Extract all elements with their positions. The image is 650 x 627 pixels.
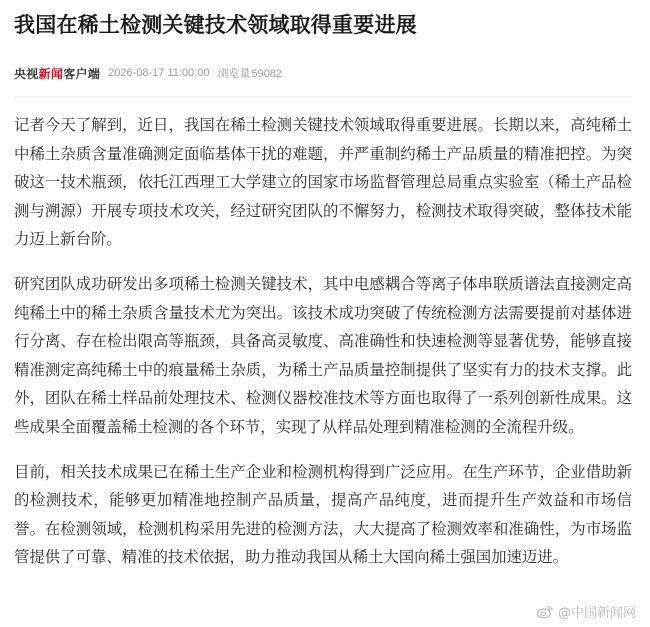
weibo-icon	[536, 603, 554, 621]
article-paragraph: 记者今天了解到，近日，我国在稀土检测关键技术领域取得重要进展。长期以来，高纯稀土中稀土杂质含量准确测定面临基体干扰的难题，并严重制约稀土产品质量的精准把控。为突破这一技术瓶颈，依托江西理工大学建立的国家市场监督管理总局重点实验室（稀土产品检测与溯源）开展专项技术攻关，经过研究团队的不懈努力，检测技术取得突破，整体技术能力迈上新台阶。	[14, 116, 632, 249]
view-count-number: 59082	[251, 68, 283, 80]
article-title: 我国在稀土检测关键技术领域取得重要进展	[14, 13, 417, 37]
view-count-label: 浏览量	[217, 68, 251, 80]
source-prefix: 央视	[14, 66, 39, 81]
source-highlight: 新闻	[38, 66, 64, 81]
view-count	[217, 65, 282, 81]
header-divider	[14, 96, 632, 97]
article-paragraph: 研究团队成功研发出多项稀土检测关键技术，其中电感耦合等离子体串联质谱法直接测定高纯稀土中的稀土杂质含量技术尤为突出。该技术成功突破了传统检测方法需要提前对基体进行分离、存在检出限高等瓶颈，具备高灵敏度、高准确性和快速检测等显著优势，能够直接精准测定高纯稀土中的痕量稀土杂质，为稀土产品质量控制提供了坚实有力的技术支撑。此外，团队在稀土样品前处理技术、检测仪器校准技术等方面也取得了一系列创新性成果。这些成果全面覆盖稀土检测的各个环节，实现了从样品处理到精准检测的全流程升级。	[14, 274, 632, 436]
source-label[interactable]	[14, 65, 100, 82]
article-paragraph: 目前，相关技术成果已在稀土生产企业和检测机构得到广泛应用。在生产环节，企业借助新的检测技术，能够更加精准地控制产品质量，提高产品纯度，进而提升生产效益和市场信誉。在检测领域，检测机构采用先进的检测方法，大大提高了检测效率和准确性，为市场监管提供了可靠、精准的技术依据，助力推动我国从稀土大国向稀土强国加速迈进。	[14, 462, 632, 567]
publish-datetime: 2026-08-17 11:00:00	[108, 67, 210, 79]
article-meta	[14, 64, 632, 82]
watermark	[536, 602, 636, 621]
article-body	[14, 111, 632, 572]
source-suffix: 客户端	[63, 66, 101, 81]
watermark-text: @中国新闻网	[557, 606, 636, 621]
